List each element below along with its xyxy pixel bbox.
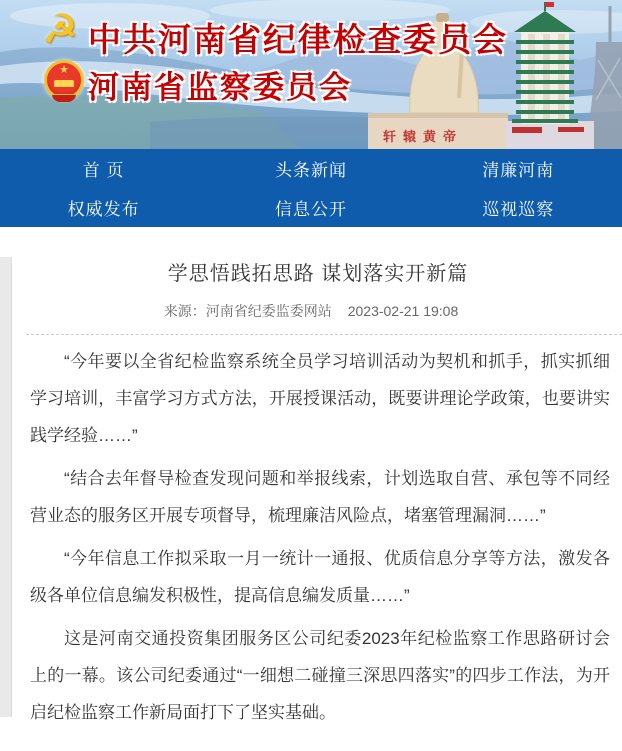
article-body [0, 335, 622, 751]
statue-inscription: 轩辕黄帝 [383, 130, 464, 145]
nav-item-info-disclosure[interactable]: 信息公开 [274, 200, 347, 219]
nav-item-headlines[interactable]: 头条新闻 [274, 161, 347, 180]
party-emblem-icon: ☭ [42, 8, 78, 52]
article-source: 来源：河南省纪委监委网站 [163, 303, 332, 319]
emblem-star-icon: ★ [59, 64, 69, 76]
article-meta [0, 301, 622, 321]
article-paragraph: “今年要以全省纪检监察系统全员学习培训活动为契机和抓手，抓实抓细学习培训，丰富学习方式方法，开展授课活动，既要讲理论学政策，也要讲实践学经验……” [30, 352, 610, 445]
article-paragraph: “今年信息工作拟采取一月一统计一通报、优质信息分享等方法，激发各级各单位信息编发积极性，提高信息编发质量……” [30, 549, 610, 605]
nav-item-home[interactable]: 首 页 [82, 161, 125, 180]
main-nav [0, 149, 622, 227]
page-left-gutter [0, 257, 12, 717]
nav-item-inspection[interactable]: 巡视巡察 [482, 200, 555, 219]
nav-item-authoritative-release[interactable]: 权威发布 [67, 200, 140, 219]
article-datetime: 2023-02-21 19:08 [347, 303, 459, 319]
article-paragraph: 这是河南交通投资集团服务区公司纪委2023年纪检监察工作思路研讨会上的一幕。该公司纪委通过“一细想二碰撞三深思四落实”的四步工作法，为开启纪检监察工作新局面打下了坚实基础。 [30, 629, 610, 722]
nav-item-qinglian-henan[interactable]: 清廉河南 [482, 161, 555, 180]
org-title-line1: 中共河南省纪律检查委员会 [88, 21, 508, 58]
org-title-line2: 河南省监察委员会 [88, 70, 352, 105]
article-content [0, 257, 622, 722]
site-banner-link[interactable] [0, 0, 622, 149]
emblem-gate-shape [54, 80, 74, 87]
article-title: 学思悟践拓思路 谋划落实开新篇 [167, 263, 469, 285]
national-emblem-icon [44, 60, 84, 100]
article-paragraph: “结合去年督导检查发现问题和举报线索，计划选取自营、承包等不同经营业态的服务区开展专项督导，梳理廉洁风险点，堵塞管理漏洞……” [30, 469, 610, 525]
